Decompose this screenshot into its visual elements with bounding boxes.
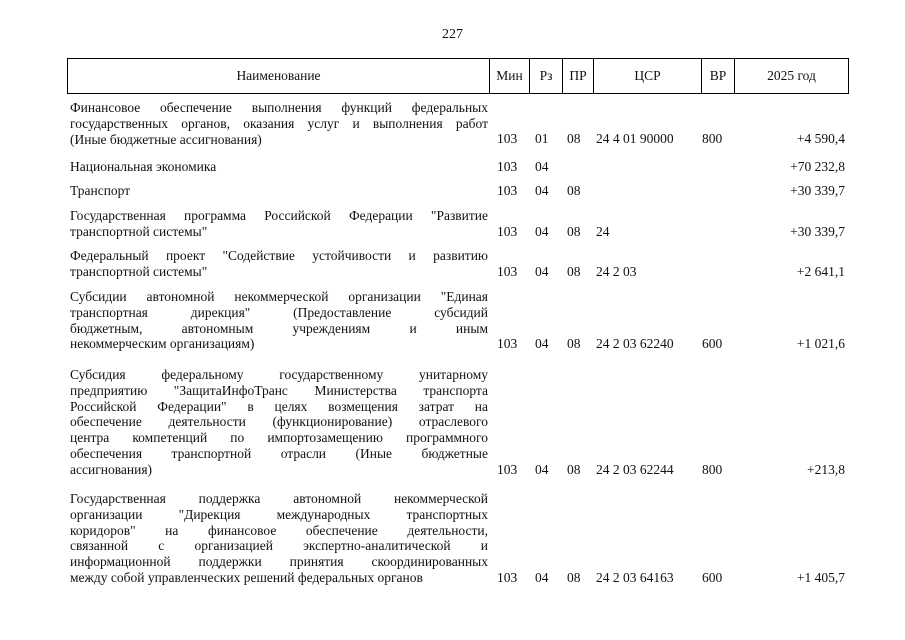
column-header-name: Наименование	[68, 59, 490, 93]
cell-value: +213,8	[807, 462, 845, 477]
column-header-min: Мин	[490, 59, 530, 93]
row-name-line: Национальная экономика	[70, 159, 217, 174]
cell-value: +30 339,7	[790, 224, 845, 239]
row-name-line: (Иные бюджетные ассигнования)	[70, 131, 262, 147]
table-row	[0, 159, 905, 175]
row-name	[70, 289, 488, 352]
table-row	[0, 100, 905, 147]
cell-rz: 04	[535, 159, 549, 174]
row-name-line: транспортная дирекция" (Предоставление субсидий	[70, 304, 488, 320]
column-header-rz: Рз	[530, 59, 563, 93]
cell-value: +1 021,6	[796, 336, 845, 351]
column-header-csr: ЦСР	[594, 59, 702, 93]
row-name	[70, 367, 488, 478]
cell-min: 103	[497, 224, 518, 239]
cell-csr: 24 2 03 64163	[596, 570, 674, 585]
cell-min: 103	[497, 462, 518, 477]
row-name-line: ассигнования)	[70, 461, 153, 477]
cell-csr: 24 2 03 62240	[596, 336, 674, 351]
cell-rz: 04	[535, 336, 549, 351]
cell-vr: 600	[702, 336, 723, 351]
row-name-line: Субсидия федеральному государственному унитарному	[70, 367, 488, 382]
cell-pr: 08	[567, 224, 581, 239]
row-name-line: центра компетенций по импортозамещению программного	[70, 430, 488, 446]
cell-rz: 04	[535, 224, 549, 239]
row-name-line: предприятию "ЗащитаИнфоТранс Министерства транспорта	[70, 382, 488, 398]
row-name-line: Федеральный проект "Содействие устойчивости и развитию	[70, 248, 488, 263]
cell-pr: 08	[567, 570, 581, 585]
cell-pr: 08	[567, 462, 581, 477]
row-name-line: государственных органов, оказания услуг и выполнения работ	[70, 115, 488, 131]
cell-vr: 600	[702, 570, 723, 585]
row-name	[70, 248, 488, 280]
cell-rz: 01	[535, 131, 549, 146]
row-name-line: Российской Федерации" в целях возмещения затрат на	[70, 398, 488, 414]
row-name-line: транспортной системы"	[70, 263, 208, 279]
cell-min: 103	[497, 570, 518, 585]
cell-min: 103	[497, 264, 518, 279]
row-name	[70, 183, 488, 199]
table-header	[67, 58, 849, 94]
table-row	[0, 367, 905, 478]
table-row	[0, 248, 905, 280]
row-name-line: Субсидии автономной некоммерческой организации "Единая	[70, 289, 488, 304]
cell-value: +4 590,4	[796, 131, 845, 146]
table-row	[0, 183, 905, 199]
cell-pr: 08	[567, 336, 581, 351]
cell-pr: 08	[567, 264, 581, 279]
table-row	[0, 208, 905, 240]
cell-csr: 24 4 01 90000	[596, 131, 674, 146]
row-name-line: между собой управленческих решений федеральных органов	[70, 569, 423, 585]
row-name	[70, 208, 488, 240]
row-name-line: организации "Дирекция международных транспортных	[70, 506, 488, 522]
table-row	[0, 491, 905, 586]
row-name-line: Государственная программа Российской Федерации "Развитие	[70, 208, 488, 223]
cell-min: 103	[497, 131, 518, 146]
cell-rz: 04	[535, 264, 549, 279]
row-name	[70, 100, 488, 147]
column-header-year: 2025 год	[767, 68, 816, 83]
row-name-line: Государственная поддержка автономной некоммерческой	[70, 491, 488, 506]
column-header-pr: ПР	[563, 59, 594, 93]
cell-csr: 24 2 03 62244	[596, 462, 674, 477]
row-name	[70, 159, 488, 175]
cell-rz: 04	[535, 183, 549, 198]
row-name	[70, 491, 488, 586]
page-number: 227	[442, 27, 463, 42]
row-name-line: информационной поддержки принятия скоординированных	[70, 554, 488, 570]
cell-pr: 08	[567, 131, 581, 146]
cell-value: +2 641,1	[796, 264, 845, 279]
row-name-line: связанной с организацией экспертно-аналитической и	[70, 538, 488, 554]
row-name-line: Транспорт	[70, 183, 131, 198]
table-row	[0, 289, 905, 352]
row-name-line: транспортной системы"	[70, 223, 208, 239]
cell-csr: 24	[596, 224, 610, 239]
cell-pr: 08	[567, 183, 581, 198]
row-name-line: коридоров" на финансовое обеспечение деятельности,	[70, 522, 488, 538]
cell-vr: 800	[702, 462, 723, 477]
cell-vr: 800	[702, 131, 723, 146]
cell-csr: 24 2 03	[596, 264, 637, 279]
cell-value: +70 232,8	[790, 159, 845, 174]
cell-rz: 04	[535, 462, 549, 477]
row-name-line: бюджетным, автономным учреждениям и иным	[70, 320, 488, 336]
cell-min: 103	[497, 336, 518, 351]
row-name-line: обеспечение деятельности (функционирование) отраслевого	[70, 414, 488, 430]
cell-min: 103	[497, 159, 518, 174]
column-header-vr: ВР	[702, 59, 735, 93]
row-name-line: обеспечения транспортной отрасли (Иные бюджетные	[70, 445, 488, 461]
cell-min: 103	[497, 183, 518, 198]
cell-value: +1 405,7	[796, 570, 845, 585]
cell-rz: 04	[535, 570, 549, 585]
row-name-line: некоммерческим организациям)	[70, 336, 255, 352]
cell-value: +30 339,7	[790, 183, 845, 198]
row-name-line: Финансовое обеспечение выполнения функций федеральных	[70, 100, 488, 115]
